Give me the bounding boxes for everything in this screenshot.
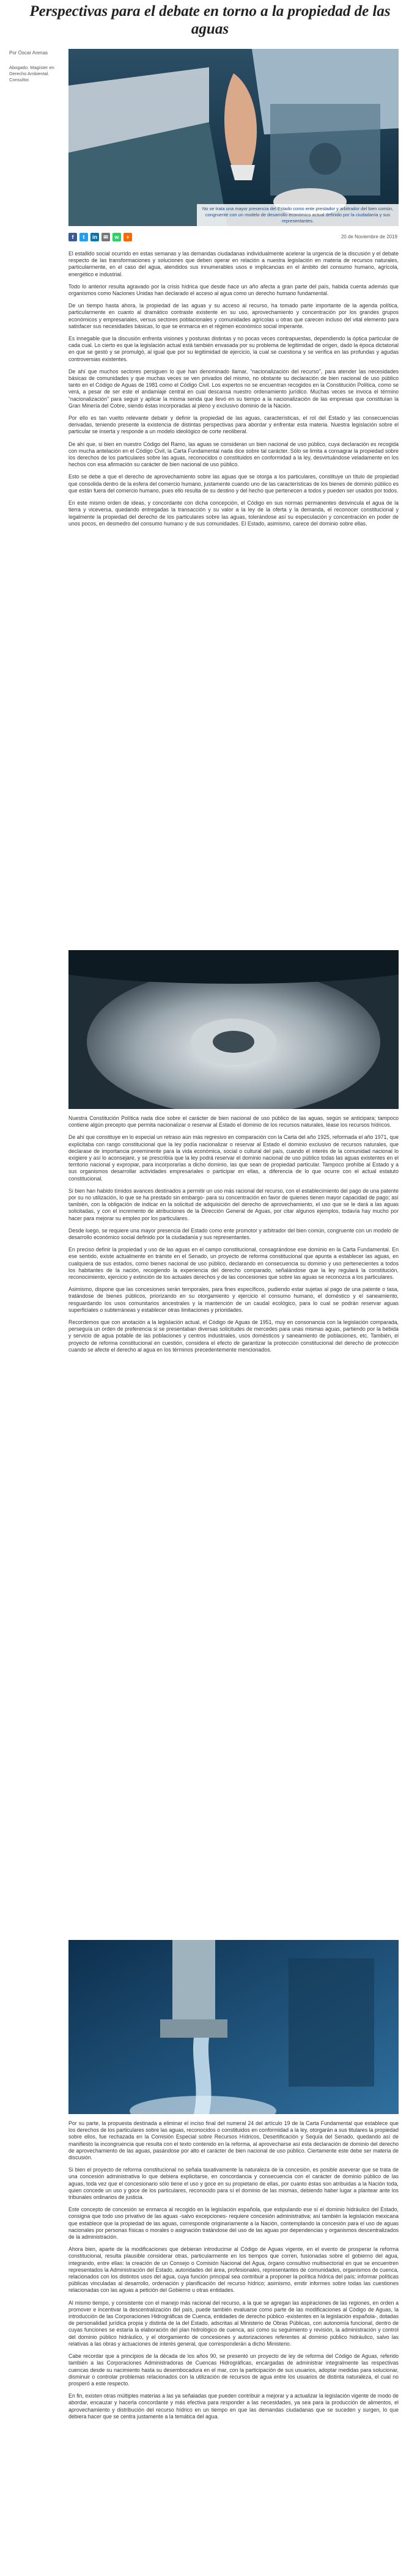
paragraph: Asimismo, dispone que las concesiones serán temporales, para fines específicos, pudiendo estar sujetas al pago de una patente o tasa, tratándose de bienes públicos, priorizando en su otorgamiento y ejercicio el consumo humano, el doméstico y el saneamiento, resguardando los usos comunitarios ancestrales y la mantención de un caudal ecológico, para lo cual se podrán reservar aguas superficiales o subterráneas y establecer otras limitaciones y prioridades. [68, 1286, 399, 1313]
paragraph: De ahí que constituye en lo especial un retraso aún más regresivo en comparación con la Carta del año 1925, reformada el año 1971, que explicitaba con rango constitucional que la ley podía nacionalizar o reservar al Estado el dominio exclusivo de recursos naturales, que declarase de importancia preeminente para la vida económica, social o cultural del país, cuando el interés de la comunidad nacional lo exigiere y así lo aconsejare, y se prescribía que la ley podrá reservar el dominio nacional de uso público todas las aguas existentes en el territorio nacional y expropiar, para incorporarlas a dicho dominio, las que sean de propiedad particular. Tampoco prohíbe al Estado y a sus organismos desarrollar actividades empresariales o participar en ellas, a diferencia de lo que ocurre con el actual estatuto constitucional. [68, 1134, 399, 1182]
paragraph: Al mismo tiempo, y consistente con el manejo más racional del recurso, a la que se agregan las aspiraciones de las regiones, en orden a promover e incentivar la descentralización del país, puede también evaluarse como parte de las modificaciones al Código de Aguas, la introducción de las Corporaciones Hidrográficas de Cuenca, entidades de derecho público -existentes en la legislación española-, dotadas de personalidad jurídica propia y distinta de la del Estado, adscritas al Ministerio de Obras Públicas, con autonomía funcional, dentro de cuyas funciones se estaría la elaboración del plan hidrológico de cuenca, así como su seguimiento y revisión, la administración y control del dominio público hidráulico, y el otorgamiento de concesiones y autorizaciones referentes al dominio público hidráulico, salvo las relativas a las obras y actuaciones de interés general, que corresponderán a dicho Ministerio. [68, 2299, 399, 2347]
paragraph: Este concepto de concesión se enmarca al recogido en la legislación española, que estipulando ese sí el dominio hidráulico del Estado, consigna que todo uso privativo de las aguas -salvo excepciones- requiere concesión administrativa; así también la legislación mexicana que establece que la propiedad de las aguas, corresponde originariamente a la Nación, contemplando la concesión para el uso de aguas nacionales por personas físicas o morales o asignación tratándose del uso de las aguas por dependencias y organismos descentralizados de la administración. [68, 2206, 399, 2241]
author-sidebar [9, 50, 64, 83]
paragraph: Recordemos que con anotación a la legislación actual, el Código de Aguas de 1951, muy en consonancia con la legislación comparada, perseguía un orden de preferencia si se presentaban diversas solicitudes de mercedes para unas mismas aguas, partiendo por la bebida y servicio de agua potable de las poblaciones y centros industriales, usos domésticos y saneamiento de poblaciones, etc. También, el proyecto de reforma constitucional en cuestión, considera el efecto de garantizar la protección constitucional del derecho de protección cuando se afecte el derecho al agua en los términos precedentemente mencionados. [68, 1319, 399, 1353]
paragraph: El estallido social ocurrido en estas semanas y las demandas ciudadanas individualmente acelerar la urgencia de la discusión y el debate respecto de las transformaciones y soluciones que deben operar en relación a nuestra legislación en materia de recursos naturales, particularmente, en el caso del agua, atendidos sus innumerables usos e implicancias en el ámbito del consumo humano, agrícola, energético e industrial. [68, 251, 399, 277]
facebook-share-icon[interactable]: f [68, 233, 77, 241]
article-body-part-1 [68, 251, 399, 944]
paragraph: Esto se debe a que el derecho de aprovechamiento sobre las aguas que se otorga a los particulares, constituye un título de propiedad que consolida dentro de la esfera del comercio humano, justamente cuando uno de las características de los bienes de dominio público es que están fuera del comercio humano, pues ello resulta de su destino y del hecho que pertenecen a todos y pueden ser usados por todos. [68, 474, 399, 494]
paragraph: Desde luego, se requiere una mayor presencia del Estado como ente promotor y arbitrador del bien común, congruente con un modelo de desarrollo económico social definido por la ciudadanía y sus representantes. [68, 1227, 399, 1241]
paragraph: Es innegable que la discusión enfrenta visiones y posturas distintas y no pocas veces contrapuestas, dependiendo la óptica particular de cada cual. Lo cierto es que la legislación actual está también envasada por su problema de legitimidad de origen, dado la época dictatorial en que se gestó y se promulgó, al igual que por su legitimidad de ejercicio, la cual se cuestiona y se verifica en las profundas y agudas controversias existentes. [68, 335, 399, 362]
more-share-icon[interactable]: + [123, 233, 132, 241]
stream-photo-illustration [68, 1940, 399, 2114]
paragraph: Si bien han habido tímidos avances destinados a permitir un uso más racional del recurso, con el establecimiento del pago de una patente por su no utilización, lo que se ha prestado sin embargo- para su concentración en favor de quienes tienen mayor capacidad de pago; así también, con la obligación de indicar en la solicitud de adquisición del derecho de aprovechamiento, el uso que se le dará a las aguas solicitadas, y con el incremento de atribuciones de la Dirección General de Aguas, por citar algunos ejemplos, todavía hay mucho por hacer para mejorar su empleo por los particulares. [68, 1187, 399, 1221]
paragraph: Por su parte, la propuesta destinada a eliminar el inciso final del numeral 24 del artículo 19 de la Carta Fundamental que establece que los derechos de los particulares sobre las aguas, reconocidos o constituidos en conformidad a la ley, otorgarán a sus titulares la propiedad sobre ellos, fue rechazada en la Comisión Especial sobre Recursos Hídricos, Desertificación y Sequía del Senado, quedando así de manifiesto la incongruencia que resulta con el texto contenido en la reforma, al aprovecharse así esta declaración de dominio del derecho de aprovechamiento de las aguas, pasándose por alto el carácter de bien nacional de uso público. Ciertamente este debe ser materia de discusión. [68, 2120, 399, 2161]
article-title: Perspectivas para el debate en torno a la propiedad de las aguas [29, 3, 391, 37]
twitter-share-icon[interactable]: t [79, 233, 88, 241]
hero-caption: No se trata una mayor presencia del Estado como ente prestador y arbitrador del bien común, congruente con un modelo de desarrollo económico actual definido por la ciudadanía y sus representantes. [197, 204, 399, 226]
drain-photo-illustration [68, 950, 399, 1109]
article-image-3 [68, 1940, 399, 2114]
publish-date: 20 de Noviembre de 2019 [341, 234, 397, 240]
paragraph: De ahí que muchos sectores persiguen lo que han denominado llamar, “nacionalización del recurso”, para atender las necesidades básicas de comunidades y que muchas veces se ven privados del mismo, no obstante su declaración de bien nacional de uso público tanto en el Código de Aguas de 1981 como el Código Civil. Los expertos no se encuentran recogidos en la Constitución Política, como se verá, a pesar de ser este el andamiaje central en cual descansa nuestro ordenamiento jurídico. Muchas veces se invoca el término “nacionalización” para seguir y aplicar la misma senda que llevó en su tiempo a la nacionalización de las empresas que constituían la Gran Minería del Cobre, siendo éstas incorporadas al pleno y exclusivo dominio de la Nación. [68, 368, 399, 409]
paragraph: En fin, existen otras múltiples materias a las ya señaladas que pueden contribuir a mejorar y a actualizar la legislación vigente de modo de abordar, encauzar y hacerla concordante y más efectiva para responder a las necesidades, ya sea para la producción de alimentos, el aprovechamiento y distribución del recurso hídrico en un tiempo en que las demandas ciudadanas que se suceden y surgen, lo que debiera hacer que se centra justamente a la temática del agua. [68, 2393, 399, 2420]
share-bar [68, 233, 132, 241]
article-body-part-2 [68, 1115, 399, 1934]
linkedin-share-icon[interactable]: in [90, 233, 99, 241]
paragraph: Si bien el proyecto de reforma constitucional no señala taxativamente la naturaleza de la concesión, es posible aseverar que se trata de una concesión administrativa lo que debiera explicitarse, en concordancia y consecuencia con el carácter de dominio público de las aguas, toda vez que el concesionario sólo tiene el uso y goce en su propietario de ellas, por cuanto éstas son atribuidas a la Nación toda, quien concede un uso y goce de los particulares, reconocido para sí el dominio de las mismas, debiendo haber lugar a plantear ante los tribunales ordinarios de justicia. [68, 2167, 399, 2201]
paragraph: De un tiempo hasta ahora, la propiedad de las aguas y su acceso al recurso, ha tomado parte importante de la agenda política, particularmente en cuanto al dramático contraste existente en su uso, aprovechamiento y concentración por los grandes grupos económicos y empresariales, versus sectores poblacionales y comunidades agrícolas u otras que carecen incluso del vital elemento para satisfacer sus necesidades básicas, lo que se enmarca en el régimen económico social imperante. [68, 302, 399, 329]
article-image-2 [68, 950, 399, 1109]
paragraph: De ahí que, si bien en nuestro Código del Ramo, las aguas se consideran un bien nacional de uso público, cuya declaración es recogida con mucha antelación en el Código Civil, la Carta Fundamental nada dice sobre tal carácter. Sólo se limita a consagrar la propiedad sobre los derechos de los particulares sobre las aguas, reconocidos o constituidos en conformidad a la ley, desvirtuándose veladamente en los hechos con esa afirmación su carácter de bien nacional de uso público. [68, 441, 399, 468]
paragraph: En preciso definir la propiedad y uso de las aguas en el campo constitucional, consagrándose ese dominio en la Carta Fundamental. En ese sentido, existe actualmente en trámite en el Senado, un proyecto de reforma constitucional que apunta a establecer las aguas, en cualquiera de sus estados, como bienes nacional de uso público, declarando en consecuencia su dominio y uso pertenecientes a todos los habitantes de la nación, recogiendo la experiencia del derecho comparado, señalándose que la ley regulará la constitución, reconocimiento, ejercicio y extinción de los actuales derechos y de las concesiones que sobre las aguas se reconozca a los particulares. [68, 1246, 399, 1281]
article-body-part-3 [68, 2120, 399, 2572]
author-role: Abogado. Magíster en Derecho Ambiental. Consultor. [9, 65, 54, 82]
author-byline: Por Óscar Arenas [9, 50, 48, 56]
paragraph: Por ello es tan vuelto relevante debatir y definir la propiedad de las aguas, características, el rol del Estado y las consecuencias derivadas, teniendo presente la existencia de distintas perspectivas para abordar y enfrentar esta materia. Nuestra legislación sobre el particular se inserta y responde a un modelo ideológico de corte neoliberal. [68, 415, 399, 435]
whatsapp-share-icon[interactable]: w [112, 233, 121, 241]
hero-photo-illustration [68, 49, 399, 226]
paragraph: En este mismo orden de ideas, y concordante con dicha concepción, el Código en sus normas permanentes desvincula el agua de la tierra y viceversa, quedando entregadas la transacción y su valor a la ley de la oferta y la demanda, el reconocer constitucional y legalmente la propiedad del derecho de los particulares sobre las aguas, tolerándose así su especulación y concentración en poder de unos pocos, en desmedro del consumo humano y de sus comunidades. El Estado, asimismo, carece del dominio sobre ellas. [68, 500, 399, 527]
paragraph: Ahora bien, aparte de la modificaciones que debieran introducirse al Código de Aguas vigente, en el evento de prosperar la reforma constitucional, resulta plausible considerar otras, particularmente en los tiempos que corren, fusionadas sobre el gobierno del agua, integrando, entre ellas: la creación de un Consejo o Comisión Nacional del Agua, órgano consultivo multisectorial en que se encuentren representados la Administración del Estado, autoridades del área, profesionales, representantes de comunidades, organismos de cuenca, relacionados con los distintos usos del agua, cuya función principal sea contribuir a proponer la política hídrica del país; informar políticas públicas vinculadas al desarrollo, ordenación y planificación del recurso hídrico; asimismo, emitir informes sobre todas las cuestiones relacionadas con las aguas a petición del Gobierno u otras entidades. [68, 2246, 399, 2294]
paragraph: Cabe recordar que a principios de la década de los años 90, se presentó un proyecto de ley de reforma del Código de Aguas, referido también a las Corporaciones Administradoras de Cuencas Hidrográficas, encargadas de administrar integralmente las respectivas cuencas desde su nacimiento hasta su desembocadura en el mar, con la participación de sus usuarios, adoptar medidas para solucionar, disminuir o controlar problemas relacionados con la utilización de recursos de agua entre los usuarios de distinta naturaleza, el cual no prosperó a este respecto. [68, 2353, 399, 2387]
paragraph: Todo lo anterior resulta agravado por la crisis hídrica que desde hace un año afecta a gran parte del país, habida cuenta además que organismos como Naciones Unidas han declarado el acceso al agua como un derecho humano fundamental. [68, 283, 399, 297]
paragraph: Nuestra Constitución Política nada dice sobre el carácter de bien nacional de uso público de las aguas, según se anticipara; tampoco contiene algún precepto que permita nacionalizar o reservar al Estado el dominio de los recursos naturales, léase los recursos hídricos. [68, 1115, 399, 1129]
article-hero-image [68, 49, 399, 226]
email-share-icon[interactable]: ✉ [101, 233, 110, 241]
